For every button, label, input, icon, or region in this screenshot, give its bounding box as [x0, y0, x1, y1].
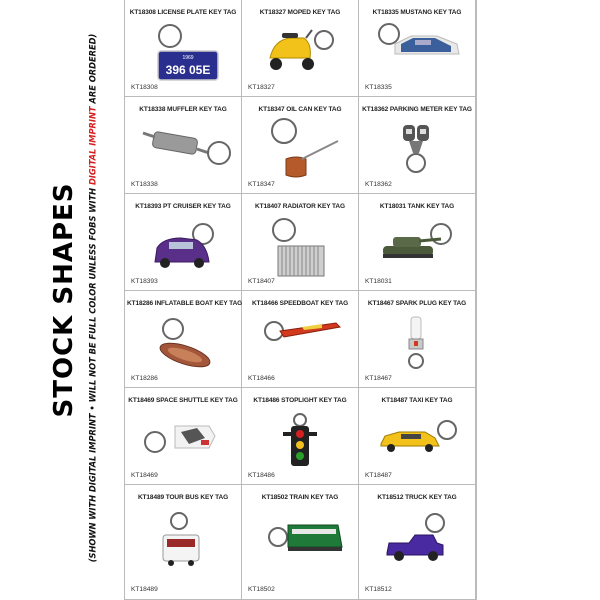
subtitle-suffix: ARE ORDERED) [87, 33, 99, 107]
product-code: KT18486 [248, 472, 275, 479]
product-title: KT18407 RADIATOR KEY TAG [255, 203, 345, 210]
oil-can-icon [242, 97, 359, 194]
product-title: KT18286 INFLATABLE BOAT KEY TAG [127, 300, 243, 307]
product-title: KT18031 TANK KEY TAG [379, 203, 455, 210]
radiator-icon [242, 194, 359, 291]
tank-icon [359, 194, 476, 291]
product-code: KT18469 [131, 472, 158, 479]
product-card[interactable] [125, 388, 242, 485]
product-title: KT18487 TAXI KEY TAG [381, 397, 453, 404]
product-card[interactable] [242, 388, 359, 485]
product-code: KT18393 [131, 278, 158, 285]
product-code: KT18286 [131, 375, 158, 382]
spark-plug-icon [359, 291, 476, 388]
product-card[interactable] [242, 485, 359, 600]
train-icon [242, 485, 359, 600]
product-card[interactable] [359, 485, 476, 600]
product-card[interactable] [242, 0, 359, 97]
product-title: KT18467 SPARK PLUG KEY TAG [367, 300, 467, 307]
product-title: KT18512 TRUCK KEY TAG [377, 494, 457, 501]
product-code: KT18512 [365, 586, 392, 593]
product-title: KT18489 TOUR BUS KEY TAG [137, 494, 229, 501]
product-card[interactable] [359, 0, 476, 97]
product-title: KT18469 SPACE SHUTTLE KEY TAG [128, 397, 238, 404]
mustang-car-icon [359, 0, 476, 97]
product-code: KT18502 [248, 586, 275, 593]
parking-meter-icon [359, 97, 476, 194]
product-card[interactable] [242, 194, 359, 291]
pt-cruiser-icon [125, 194, 242, 291]
product-code: KT18308 [131, 84, 158, 91]
product-card[interactable] [359, 97, 476, 194]
product-code: KT18338 [131, 181, 158, 188]
product-card[interactable] [125, 291, 242, 388]
product-code: KT18031 [365, 278, 392, 285]
plate-year: 1969 [182, 55, 194, 61]
stoplight-icon [242, 388, 359, 485]
product-code: KT18489 [131, 586, 158, 593]
tour-bus-icon [125, 485, 242, 600]
product-title: KT18486 STOPLIGHT KEY TAG [253, 397, 347, 404]
product-code: KT18362 [365, 181, 392, 188]
product-code: KT18467 [365, 375, 392, 382]
truck-icon [359, 485, 476, 600]
product-title: KT18327 MOPED KEY TAG [259, 9, 341, 16]
plate-text: 396 05E [165, 63, 211, 77]
subtitle-prefix: (SHOWN WITH DIGITAL IMPRINT • WILL NOT BE FULL COLOR UNLESS FOBS WITH [87, 185, 99, 563]
product-card[interactable] [125, 97, 242, 194]
product-card[interactable] [242, 97, 359, 194]
side-heading [0, 0, 124, 600]
product-card[interactable] [125, 485, 242, 600]
product-title: KT18466 SPEEDBOAT KEY TAG [251, 300, 349, 307]
product-title: KT18308 LICENSE PLATE KEY TAG [129, 9, 237, 16]
product-code: KT18347 [248, 181, 275, 188]
product-title: KT18335 MUSTANG KEY TAG [372, 9, 462, 16]
license-plate-icon [125, 0, 242, 97]
product-code: KT18466 [248, 375, 275, 382]
product-title: KT18347 OIL CAN KEY TAG [258, 106, 342, 113]
moped-icon [242, 0, 359, 97]
product-grid [124, 0, 477, 600]
product-code: KT18487 [365, 472, 392, 479]
product-title: KT18393 PT CRUISER KEY TAG [135, 203, 231, 210]
product-code: KT18407 [248, 278, 275, 285]
product-card[interactable] [359, 291, 476, 388]
product-card[interactable] [359, 388, 476, 485]
product-card[interactable] [242, 291, 359, 388]
product-title: KT18338 MUFFLER KEY TAG [139, 106, 227, 113]
product-code: KT18335 [365, 84, 392, 91]
speedboat-icon [242, 291, 359, 388]
product-title: KT18362 PARKING METER KEY TAG [362, 106, 472, 113]
page-subtitle [88, 34, 99, 563]
inflatable-boat-icon [125, 291, 242, 388]
muffler-icon [125, 97, 242, 194]
product-card[interactable] [359, 194, 476, 291]
space-shuttle-icon [125, 388, 242, 485]
product-title: KT18502 TRAIN KEY TAG [261, 494, 339, 501]
product-code: KT18327 [248, 84, 275, 91]
subtitle-accent: DIGITAL IMPRINT [87, 106, 99, 186]
page-title: STOCK SHAPES [49, 182, 79, 418]
product-card[interactable] [125, 0, 242, 97]
taxi-icon [359, 388, 476, 485]
product-card[interactable] [125, 194, 242, 291]
